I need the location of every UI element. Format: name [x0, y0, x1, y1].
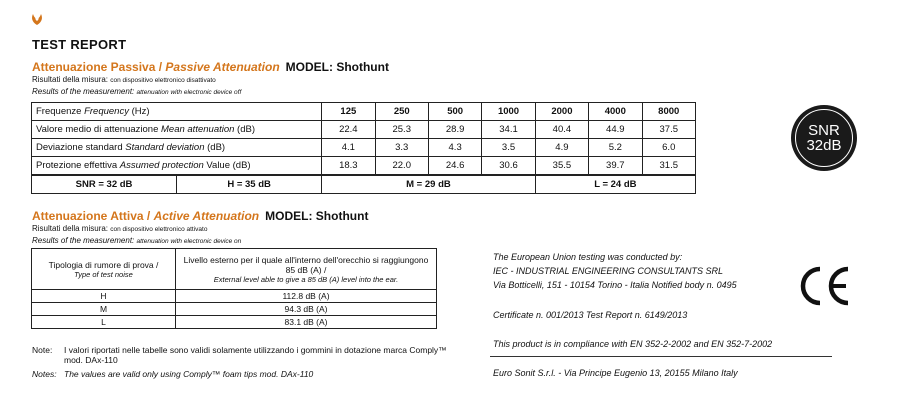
value-cell: 24.6 — [428, 157, 481, 176]
active-result-en-note: attenuation with electronic device on — [136, 238, 242, 245]
snr-badge — [791, 105, 857, 171]
cert-line2: IEC - INDUSTRIAL ENGINEERING CONSULTANTS SRL — [493, 266, 724, 276]
row-label: Protezione effettiva Assumed protection Value (dB) — [32, 157, 322, 176]
note-en-text: The values are valid only using Comply™ foam tips mod. DAx-110 — [64, 369, 314, 379]
summary-row — [32, 175, 696, 194]
passive-heading-en: Passive Attenuation — [165, 60, 280, 74]
value-cell: 4.1 — [322, 139, 375, 157]
value-cell: 3.3 — [375, 139, 428, 157]
freq-cell: 8000 — [642, 103, 696, 121]
passive-attenuation-table — [31, 102, 696, 194]
row-label: Deviazione standard Standard deviation (dB) — [32, 139, 322, 157]
table-row — [32, 290, 437, 303]
value-cell: 25.3 — [375, 121, 428, 139]
value-cell: 37.5 — [642, 121, 696, 139]
value-cell: 35.5 — [535, 157, 588, 176]
value-cell: 4.3 — [428, 139, 481, 157]
compliance-text: This product is in compliance with EN 352-2-2002 and EN 352-7-2002 — [493, 339, 773, 349]
level-cell: 83.1 dB (A) — [176, 316, 437, 329]
certificate-number: Certificate n. 001/2013 Test Report n. 6149/2013 — [493, 310, 688, 320]
active-heading-en: Active Attenuation — [153, 209, 260, 223]
freq-cell: 250 — [375, 103, 428, 121]
active-model: MODEL: Shothunt — [265, 209, 369, 223]
snr-summary: SNR = 32 dB — [32, 175, 177, 194]
noise-type-cell: L — [32, 316, 176, 329]
value-cell: 6.0 — [642, 139, 696, 157]
table-row — [32, 139, 696, 157]
freq-cell: 4000 — [589, 103, 642, 121]
freq-cell: 500 — [428, 103, 481, 121]
passive-heading-it: Attenuazione Passiva / — [32, 60, 166, 74]
value-cell: 18.3 — [322, 157, 375, 176]
freq-cell: 2000 — [535, 103, 588, 121]
row-label: Valore medio di attenuazione Mean attenuation (dB) — [32, 121, 322, 139]
active-heading-it: Attenuazione Attiva / — [32, 209, 154, 223]
noise-type-cell: M — [32, 303, 176, 316]
freq-cell: 125 — [322, 103, 375, 121]
freq-cell: 1000 — [482, 103, 535, 121]
table-row — [32, 157, 696, 176]
brand-logo-icon — [30, 12, 44, 26]
passive-model: MODEL: Shothunt — [285, 60, 389, 74]
passive-result-en-label: Results of the measurement: — [32, 87, 137, 96]
active-result-en — [32, 236, 241, 245]
noise-type-cell: H — [32, 290, 176, 303]
passive-result-it-label: Risultati della misura: — [32, 75, 111, 84]
table-row — [32, 103, 696, 121]
col-external-level-header: Livello esterno per il quale all'interno dell'orecchio si raggiungono 85 dB (A) / External level able to give a 85 dB (A) level into the ear. — [176, 249, 437, 290]
level-cell: 112.8 dB (A) — [176, 290, 437, 303]
active-result-it-label: Risultati della misura: — [32, 224, 111, 233]
value-cell: 30.6 — [482, 157, 535, 176]
value-cell: 3.5 — [482, 139, 535, 157]
company-address: Euro Sonit S.r.l. - Via Principe Eugenio 13, 20155 Milano Italy — [493, 368, 738, 378]
h-summary: H = 35 dB — [177, 175, 322, 194]
cert-line1: The European Union testing was conducted by: — [493, 252, 683, 262]
value-cell: 31.5 — [642, 157, 696, 176]
col-noise-type-header: Tipologia di rumore di prova / Type of test noise — [32, 249, 176, 290]
value-cell: 5.2 — [589, 139, 642, 157]
value-cell: 39.7 — [589, 157, 642, 176]
table-row — [32, 316, 437, 329]
l-summary: L = 24 dB — [535, 175, 695, 194]
row-label: Frequenze Frequency (Hz) — [32, 103, 322, 121]
m-summary: M = 29 dB — [322, 175, 536, 194]
passive-heading — [32, 60, 389, 74]
divider — [490, 356, 832, 357]
value-cell: 22.4 — [322, 121, 375, 139]
snr-badge-line2: 32dB — [806, 137, 842, 154]
value-cell: 34.1 — [482, 121, 535, 139]
note-it — [32, 345, 452, 365]
value-cell: 40.4 — [535, 121, 588, 139]
passive-result-it-note: con dispositivo elettronico disattivato — [110, 77, 216, 84]
active-attenuation-table — [31, 248, 437, 329]
note-en-label: Notes: — [32, 369, 57, 379]
ce-mark-icon — [800, 266, 854, 306]
active-result-it — [32, 224, 207, 233]
value-cell: 22.0 — [375, 157, 428, 176]
value-cell: 4.9 — [535, 139, 588, 157]
table-row — [32, 121, 696, 139]
page-title: TEST REPORT — [32, 37, 127, 52]
snr-badge-line1: SNR — [808, 122, 840, 139]
active-result-en-label: Results of the measurement: — [32, 236, 137, 245]
note-it-label: Note: — [32, 345, 53, 355]
active-result-it-note: con dispositivo elettronico attivato — [110, 226, 208, 233]
note-en — [32, 369, 313, 379]
table-row — [32, 303, 437, 316]
passive-result-en-note: attenuation with electronic device off — [136, 89, 242, 96]
value-cell: 28.9 — [428, 121, 481, 139]
passive-result-it — [32, 75, 216, 84]
cert-line3: Via Botticelli, 151 - 10154 Torino - Italia Notified body n. 0495 — [493, 280, 737, 290]
table-header-row — [32, 249, 437, 290]
value-cell: 44.9 — [589, 121, 642, 139]
passive-result-en — [32, 87, 241, 96]
note-it-text: I valori riportati nelle tabelle sono validi solamente utilizzando i gommini in dotazione marca Comply™ mod. DAx-110 — [64, 345, 447, 365]
active-heading — [32, 209, 368, 223]
level-cell: 94.3 dB (A) — [176, 303, 437, 316]
